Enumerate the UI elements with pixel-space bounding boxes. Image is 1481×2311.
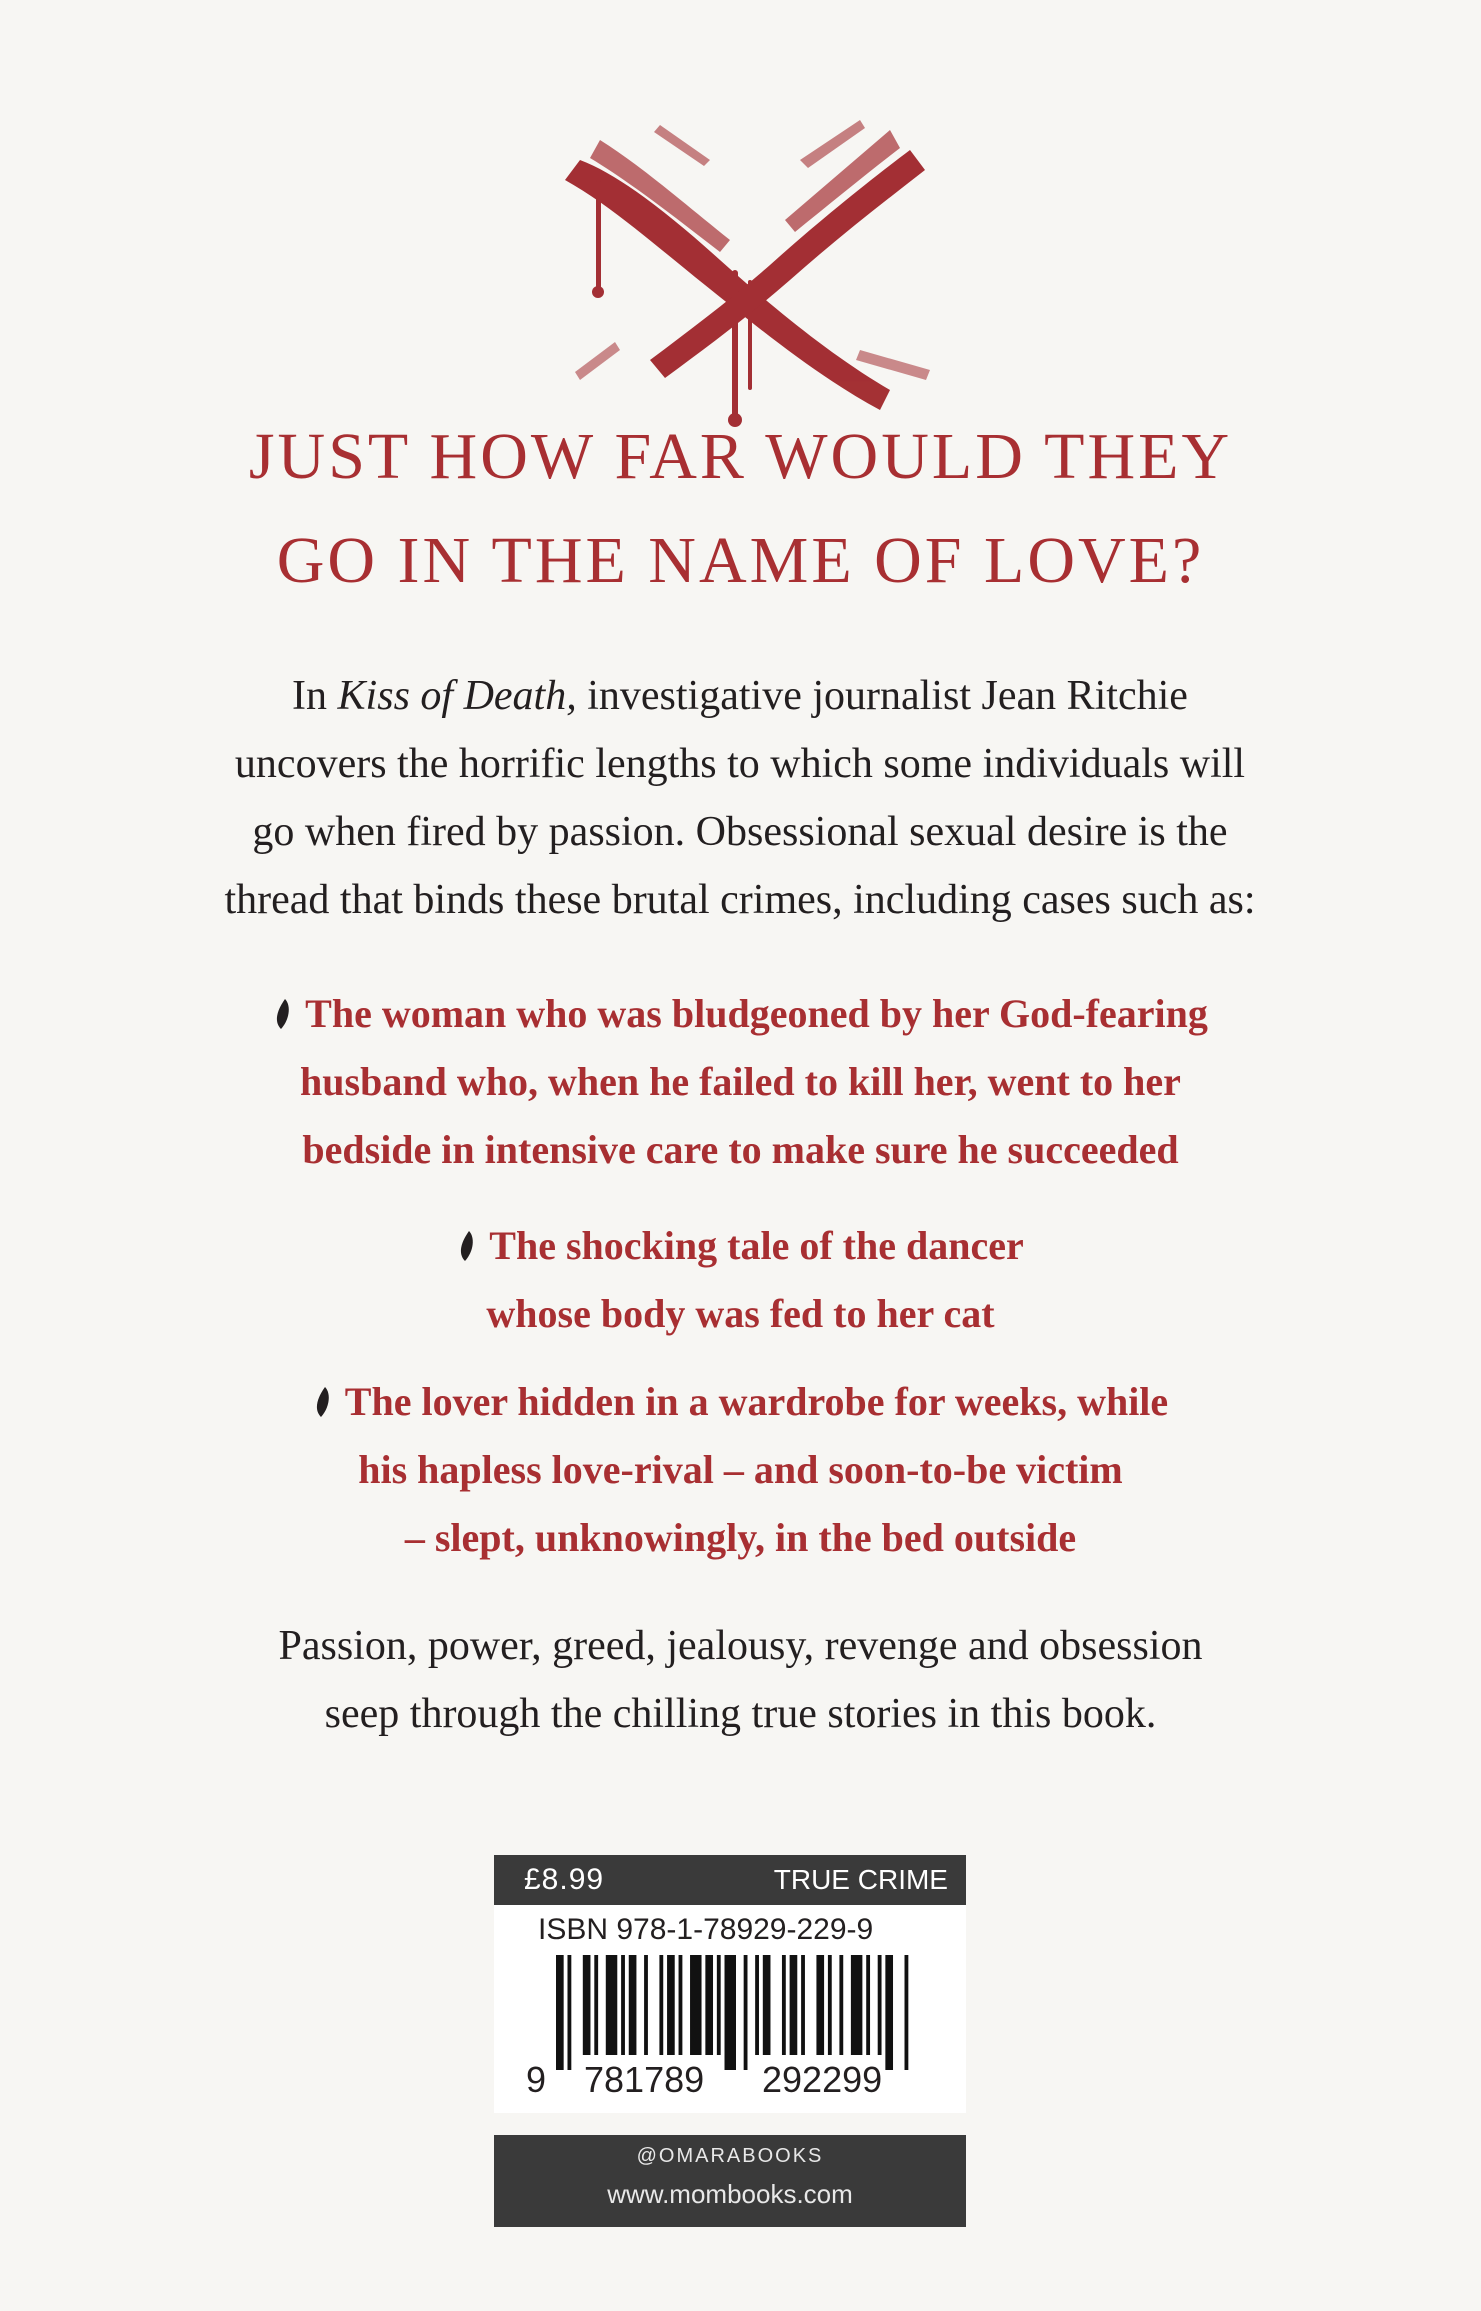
bullet-item <box>0 980 1481 1184</box>
intro-line-4: thread that binds these brutal crimes, including cases such as: <box>224 877 1256 923</box>
publisher-box <box>494 2135 966 2227</box>
bullet-line: – slept, unknowingly, in the bed outside <box>404 1515 1077 1560</box>
closing-line-1: Passion, power, greed, jealousy, revenge and obsession <box>278 1623 1203 1669</box>
bullet-line: bedside in intensive care to make sure he succeeded <box>302 1127 1179 1172</box>
headline-line-1: JUST HOW FAR WOULD THEY <box>248 420 1233 493</box>
price-bar <box>494 1855 966 1905</box>
bullet-line: The woman who was bludgeoned by her God-fearing <box>305 991 1208 1036</box>
barcode-digit-lead: 9 <box>526 2059 547 2100</box>
intro-paragraph <box>140 662 1340 934</box>
blood-drop-icon <box>457 1231 475 1261</box>
bullet-item <box>0 1368 1481 1572</box>
bullet-line: his hapless love-rival – and soon-to-be victim <box>358 1447 1123 1492</box>
intro-line-2: uncovers the horrific lengths to which some individuals will <box>234 741 1246 787</box>
closing-paragraph <box>0 1612 1481 1748</box>
intro-line-1-prefix: In <box>292 673 338 719</box>
intro-line-3: go when fired by passion. Obsessional sexual desire is the <box>252 809 1228 855</box>
publisher-website: www.mombooks.com <box>607 2179 853 2209</box>
barcode-digits-left: 781789 <box>584 2059 705 2100</box>
blood-x-icon <box>560 120 940 450</box>
barcode-box <box>494 1855 966 2113</box>
blood-drop-icon <box>313 1387 331 1417</box>
intro-line-1 <box>140 662 1340 730</box>
intro-line-1-suffix: investigative journalist Jean Ritchie <box>576 673 1188 719</box>
price-label: £8.99 <box>524 1863 605 1896</box>
category-label: TRUE CRIME <box>773 1864 948 1895</box>
barcode-digits-right: 292299 <box>762 2059 883 2100</box>
barcode-icon <box>556 1955 916 2070</box>
bullet-line: whose body was fed to her cat <box>486 1291 995 1336</box>
headline <box>0 405 1481 613</box>
blood-drop-icon <box>273 999 291 1029</box>
book-title: Kiss of Death, <box>337 673 577 719</box>
closing-line-2: seep through the chilling true stories in this book. <box>324 1691 1157 1737</box>
barcode-digits <box>524 2060 944 2104</box>
bullet-line: The shocking tale of the dancer <box>489 1223 1024 1268</box>
publisher-handle: @OMARABOOKS <box>636 2145 824 2167</box>
bullet-line: husband who, when he failed to kill her, went to her <box>300 1059 1181 1104</box>
headline-line-2: GO IN THE NAME OF LOVE? <box>276 524 1205 597</box>
bullet-line: The lover hidden in a wardrobe for weeks, while <box>344 1379 1169 1424</box>
isbn-label: ISBN 978-1-78929-229-9 <box>538 1913 874 1946</box>
bullet-item <box>0 1212 1481 1348</box>
